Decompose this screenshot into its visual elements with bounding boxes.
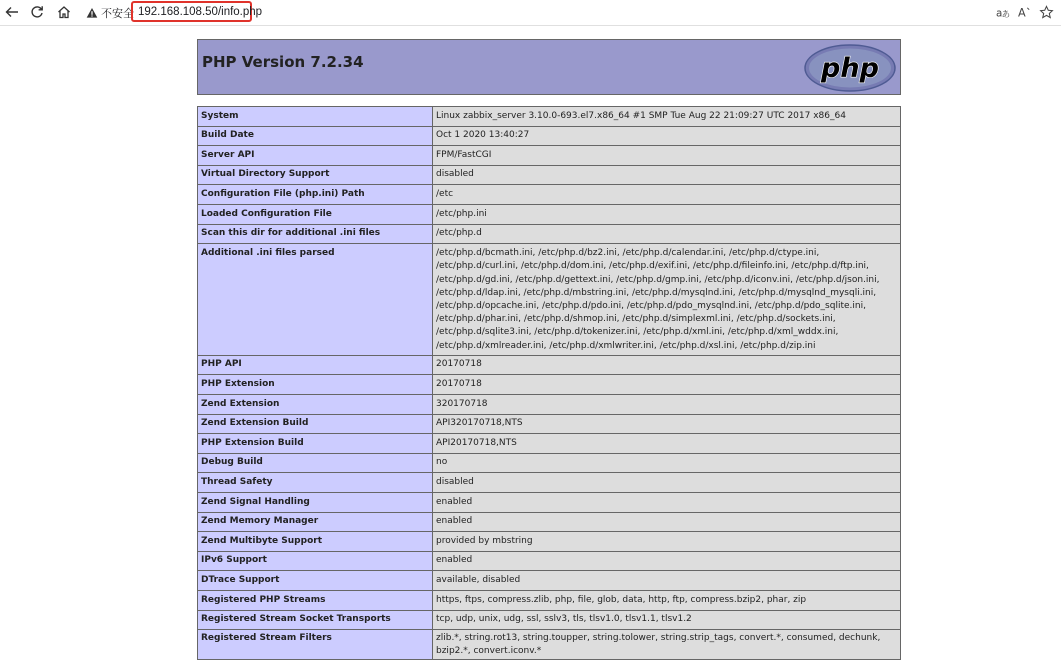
row-value: provided by mbstring [433, 532, 901, 552]
table-row [198, 224, 901, 244]
row-label: Zend Multibyte Support [198, 532, 433, 552]
info-table [197, 106, 901, 660]
row-value: 320170718 [433, 394, 901, 414]
table-row [198, 146, 901, 166]
security-indicator[interactable] [86, 4, 134, 21]
table-row [198, 512, 901, 532]
row-label: Zend Signal Handling [198, 492, 433, 512]
row-value: enabled [433, 512, 901, 532]
address-bar-url[interactable]: 192.168.108.50/info.php [131, 1, 252, 22]
row-label: PHP Extension [198, 375, 433, 395]
row-value: API320170718,NTS [433, 414, 901, 434]
table-row [198, 590, 901, 610]
home-icon[interactable] [54, 2, 74, 22]
row-label: Zend Memory Manager [198, 512, 433, 532]
row-value: API20170718,NTS [433, 434, 901, 454]
row-value: available, disabled [433, 571, 901, 591]
table-row [198, 185, 901, 205]
row-label: Additional .ini files parsed [198, 244, 433, 356]
row-label: Registered Stream Socket Transports [198, 610, 433, 630]
page-title: PHP Version 7.2.34 [202, 53, 364, 71]
table-row [198, 473, 901, 493]
row-value: 20170718 [433, 375, 901, 395]
svg-text:A: A [1017, 5, 1026, 19]
row-label: Virtual Directory Support [198, 165, 433, 185]
row-label: Zend Extension [198, 394, 433, 414]
table-row [198, 610, 901, 630]
row-value: /etc [433, 185, 901, 205]
table-row [198, 355, 901, 375]
row-value: FPM/FastCGI [433, 146, 901, 166]
table-row [198, 453, 901, 473]
table-row [198, 414, 901, 434]
row-label: PHP API [198, 355, 433, 375]
table-row [198, 375, 901, 395]
row-label: Zend Extension Build [198, 414, 433, 434]
phpinfo-content [197, 39, 901, 657]
table-row [198, 434, 901, 454]
row-label: System [198, 107, 433, 127]
text-size-icon[interactable] [1015, 3, 1033, 21]
table-row [198, 394, 901, 414]
table-row [198, 126, 901, 146]
row-label: Registered Stream Filters [198, 630, 433, 659]
row-value: /etc/php.d [433, 224, 901, 244]
table-row [198, 107, 901, 127]
row-label: DTrace Support [198, 571, 433, 591]
svg-text:あ: あ [1001, 8, 1010, 19]
row-label: Configuration File (php.ini) Path [198, 185, 433, 205]
row-label: Thread Safety [198, 473, 433, 493]
table-row [198, 571, 901, 591]
logo-text: php [821, 53, 879, 84]
table-row [198, 532, 901, 552]
row-value: tcp, udp, unix, udg, ssl, sslv3, tls, tlsv1.0, tlsv1.1, tlsv1.2 [433, 610, 901, 630]
row-label: Scan this dir for additional .ini files [198, 224, 433, 244]
table-row [198, 551, 901, 571]
row-value: enabled [433, 551, 901, 571]
svg-text:a: a [995, 6, 1002, 19]
row-label: Server API [198, 146, 433, 166]
row-value: disabled [433, 473, 901, 493]
row-value: 20170718 [433, 355, 901, 375]
warning-icon [86, 7, 98, 19]
row-value: no [433, 453, 901, 473]
row-value: https, ftps, compress.zlib, php, file, glob, data, http, ftp, compress.bzip2, phar, zip [433, 590, 901, 610]
row-value: Oct 1 2020 13:40:27 [433, 126, 901, 146]
row-value: /etc/php.ini [433, 204, 901, 224]
row-value: zlib.*, string.rot13, string.toupper, string.tolower, string.strip_tags, convert.*, consumed, dechunk, bzip2.*, convert.iconv.* [433, 630, 901, 659]
refresh-icon[interactable] [27, 2, 47, 22]
table-row [198, 165, 901, 185]
row-label: Build Date [198, 126, 433, 146]
php-version-header [197, 39, 901, 95]
table-row [198, 492, 901, 512]
row-label: Debug Build [198, 453, 433, 473]
row-value: enabled [433, 492, 901, 512]
table-row [198, 204, 901, 224]
security-label: 不安全 [101, 7, 134, 20]
read-aloud-icon[interactable] [994, 3, 1012, 21]
back-icon[interactable] [2, 2, 22, 22]
table-row [198, 244, 901, 356]
row-label: PHP Extension Build [198, 434, 433, 454]
row-label: Registered PHP Streams [198, 590, 433, 610]
row-value: Linux zabbix_server 3.10.0-693.el7.x86_64 #1 SMP Tue Aug 22 21:09:27 UTC 2017 x86_64 [433, 107, 901, 127]
row-value: disabled [433, 165, 901, 185]
row-value: /etc/php.d/bcmath.ini, /etc/php.d/bz2.ini, /etc/php.d/calendar.ini, /etc/php.d/ctype.ini, /etc/php.d/curl.ini, /etc/php.d/dom.ini, /etc/php.d/exif.ini, /etc/php.d/fileinfo.ini, /etc/php.d/ftp.ini, /etc/php.d/gd.ini, /etc/php.d/gettext.ini, /etc/php.d/gmp.ini, /etc/php.d/iconv.ini, /etc/php.d/json.ini, /etc/php.d/ldap.ini, /etc/php.d/mbstring.ini, /etc/php.d/mysqlnd.ini, /etc/php.d/mysqlnd_mysqli.ini, /etc/php.d/opcache.ini, /etc/php.d/pdo.ini, /etc/php.d/pdo_mysqlnd.ini, /etc/php.d/pdo_sqlite.ini, /etc/php.d/phar.ini, /etc/php.d/shmop.ini, /etc/php.d/simplexml.ini, /etc/php.d/sockets.ini, /etc/php.d/sqlite3.ini, /etc/php.d/tokenizer.ini, /etc/php.d/xml.ini, /etc/php.d/xml_wddx.ini, /etc/php.d/xmlreader.ini, /etc/php.d/xmlwriter.ini, /etc/php.d/xsl.ini, /etc/php.d/zip.ini [433, 244, 901, 356]
favorite-star-icon[interactable] [1037, 3, 1055, 21]
row-label: Loaded Configuration File [198, 204, 433, 224]
php-logo [803, 43, 897, 93]
browser-toolbar [0, 0, 1061, 26]
row-label: IPv6 Support [198, 551, 433, 571]
